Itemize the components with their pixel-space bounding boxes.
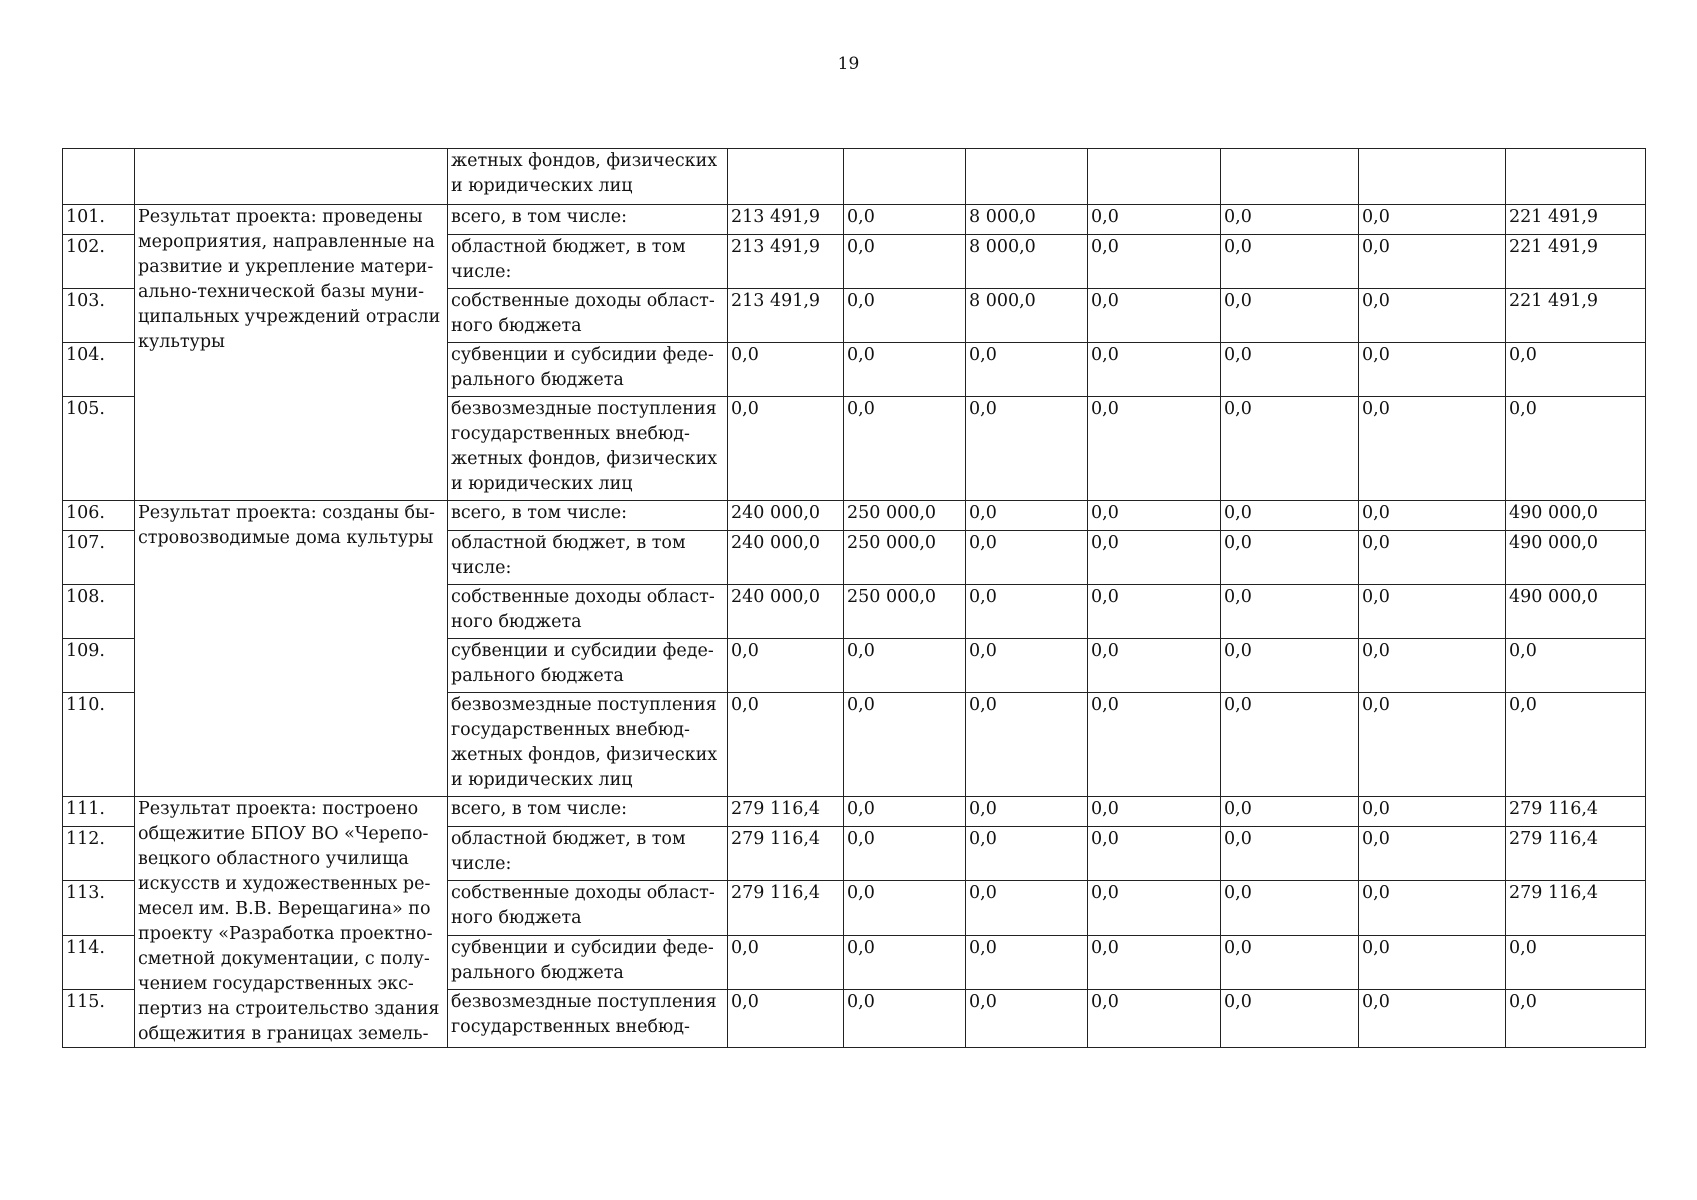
value-cell: 0,0 xyxy=(1221,205,1359,235)
row-number-cell xyxy=(63,149,135,205)
value-cell: 0,0 xyxy=(1221,989,1359,1047)
value-cell: 0,0 xyxy=(1221,693,1359,797)
value-cell: 0,0 xyxy=(1088,343,1221,397)
funding-source-cell: собственные доходы област- ного бюджета xyxy=(448,585,728,639)
value-cell: 0,0 xyxy=(1221,397,1359,501)
total-value-cell: 279 116,4 xyxy=(1506,881,1646,935)
value-cell: 0,0 xyxy=(966,797,1088,827)
value-cell: 0,0 xyxy=(844,827,966,881)
value-cell: 0,0 xyxy=(1088,935,1221,989)
value-cell xyxy=(844,149,966,205)
value-cell: 279 116,4 xyxy=(728,797,844,827)
value-cell: 0,0 xyxy=(966,693,1088,797)
value-cell: 0,0 xyxy=(1359,343,1506,397)
value-cell: 250 000,0 xyxy=(844,531,966,585)
row-number-cell: 102. xyxy=(63,235,135,289)
value-cell xyxy=(1359,149,1506,205)
value-cell: 240 000,0 xyxy=(728,531,844,585)
row-number-cell: 101. xyxy=(63,205,135,235)
value-cell: 0,0 xyxy=(1088,289,1221,343)
value-cell: 0,0 xyxy=(1359,205,1506,235)
value-cell: 0,0 xyxy=(966,501,1088,531)
value-cell: 213 491,9 xyxy=(728,205,844,235)
value-cell: 0,0 xyxy=(844,397,966,501)
value-cell: 0,0 xyxy=(728,989,844,1047)
value-cell: 0,0 xyxy=(1088,235,1221,289)
row-number-cell: 110. xyxy=(63,693,135,797)
value-cell: 0,0 xyxy=(1088,501,1221,531)
value-cell: 0,0 xyxy=(1221,935,1359,989)
funding-source-cell: субвенции и субсидии феде- рального бюджета xyxy=(448,343,728,397)
value-cell: 0,0 xyxy=(1088,531,1221,585)
value-cell: 0,0 xyxy=(1359,289,1506,343)
value-cell: 213 491,9 xyxy=(728,235,844,289)
value-cell: 0,0 xyxy=(844,343,966,397)
value-cell: 0,0 xyxy=(1359,639,1506,693)
funding-source-cell: собственные доходы област- ного бюджета xyxy=(448,289,728,343)
value-cell: 213 491,9 xyxy=(728,289,844,343)
value-cell: 0,0 xyxy=(728,935,844,989)
value-cell: 0,0 xyxy=(728,343,844,397)
value-cell: 0,0 xyxy=(1221,289,1359,343)
row-number-cell: 104. xyxy=(63,343,135,397)
project-result-cell: Результат проекта: проведены мероприятия, направленные на развитие и укрепление матери- ально-технической базы муни- ципальных учреждений отрасли культуры xyxy=(135,205,448,501)
row-number-cell: 105. xyxy=(63,397,135,501)
project-result-cell: Результат проекта: созданы бы- стровозводимые дома культуры xyxy=(135,501,448,797)
value-cell xyxy=(1088,149,1221,205)
value-cell: 0,0 xyxy=(1088,693,1221,797)
value-cell xyxy=(728,149,844,205)
value-cell: 250 000,0 xyxy=(844,501,966,531)
value-cell: 0,0 xyxy=(844,881,966,935)
value-cell: 0,0 xyxy=(1221,881,1359,935)
value-cell: 0,0 xyxy=(966,989,1088,1047)
table-row xyxy=(63,797,1646,827)
funding-source-cell: безвозмездные поступления государственных внебюд- жетных фондов, физических и юридических лиц xyxy=(448,693,728,797)
value-cell: 0,0 xyxy=(1088,881,1221,935)
value-cell: 0,0 xyxy=(844,205,966,235)
funding-source-cell: областной бюджет, в том числе: xyxy=(448,531,728,585)
value-cell: 0,0 xyxy=(1088,639,1221,693)
value-cell: 0,0 xyxy=(966,585,1088,639)
value-cell: 0,0 xyxy=(966,935,1088,989)
value-cell: 0,0 xyxy=(1088,397,1221,501)
row-number-cell: 108. xyxy=(63,585,135,639)
value-cell: 0,0 xyxy=(1359,935,1506,989)
value-cell: 0,0 xyxy=(844,235,966,289)
value-cell: 8 000,0 xyxy=(966,289,1088,343)
total-value-cell: 221 491,9 xyxy=(1506,205,1646,235)
value-cell: 0,0 xyxy=(966,881,1088,935)
row-number-cell: 112. xyxy=(63,827,135,881)
total-value-cell: 279 116,4 xyxy=(1506,827,1646,881)
row-number-cell: 103. xyxy=(63,289,135,343)
table-row-continuation xyxy=(63,149,1646,205)
table-row xyxy=(63,205,1646,235)
funding-source-cell: всего, в том числе: xyxy=(448,501,728,531)
funding-source-cell: областной бюджет, в том числе: xyxy=(448,235,728,289)
project-result-cell: Результат проекта: построено общежитие БПОУ ВО «Черепо- вецкого областного училища искусств и художественных ре- месел им. В.В. Верещагина» по проекту «Разработка проектно- сметной документации, с полу- чением государственных экс- пертиз на строительство здания общежития в границах земель- xyxy=(135,797,448,1048)
value-cell: 0,0 xyxy=(1221,639,1359,693)
total-value-cell: 221 491,9 xyxy=(1506,235,1646,289)
value-cell: 0,0 xyxy=(844,935,966,989)
value-cell: 0,0 xyxy=(1221,531,1359,585)
value-cell: 0,0 xyxy=(1359,797,1506,827)
funding-source-cell: безвозмездные поступления государственных внебюд- жетных фондов, физических и юридических лиц xyxy=(448,397,728,501)
value-cell: 0,0 xyxy=(966,827,1088,881)
value-cell: 0,0 xyxy=(844,989,966,1047)
value-cell: 0,0 xyxy=(1359,235,1506,289)
value-cell: 0,0 xyxy=(1359,531,1506,585)
value-cell: 0,0 xyxy=(1221,235,1359,289)
row-number-cell: 107. xyxy=(63,531,135,585)
value-cell: 8 000,0 xyxy=(966,205,1088,235)
total-value-cell: 0,0 xyxy=(1506,693,1646,797)
value-cell: 250 000,0 xyxy=(844,585,966,639)
row-number-cell: 115. xyxy=(63,989,135,1047)
value-cell: 0,0 xyxy=(1088,797,1221,827)
row-number-cell: 109. xyxy=(63,639,135,693)
value-cell: 0,0 xyxy=(1359,501,1506,531)
budget-table xyxy=(62,148,1646,1048)
total-value-cell: 0,0 xyxy=(1506,343,1646,397)
value-cell xyxy=(966,149,1088,205)
value-cell: 0,0 xyxy=(1359,585,1506,639)
row-number-cell: 113. xyxy=(63,881,135,935)
value-cell: 0,0 xyxy=(728,639,844,693)
total-value-cell: 490 000,0 xyxy=(1506,585,1646,639)
value-cell: 279 116,4 xyxy=(728,881,844,935)
total-value-cell: 490 000,0 xyxy=(1506,531,1646,585)
value-cell: 0,0 xyxy=(1088,585,1221,639)
row-number-cell: 111. xyxy=(63,797,135,827)
value-cell: 0,0 xyxy=(966,639,1088,693)
funding-source-cell: жетных фондов, физических и юридических лиц xyxy=(448,149,728,205)
value-cell: 0,0 xyxy=(844,289,966,343)
value-cell: 0,0 xyxy=(966,531,1088,585)
total-value-cell: 221 491,9 xyxy=(1506,289,1646,343)
value-cell: 0,0 xyxy=(1359,827,1506,881)
total-value-cell: 0,0 xyxy=(1506,639,1646,693)
funding-source-cell: собственные доходы област- ного бюджета xyxy=(448,881,728,935)
funding-source-cell: областной бюджет, в том числе: xyxy=(448,827,728,881)
value-cell: 0,0 xyxy=(728,693,844,797)
funding-source-cell: всего, в том числе: xyxy=(448,205,728,235)
row-number-cell: 106. xyxy=(63,501,135,531)
total-value-cell: 0,0 xyxy=(1506,989,1646,1047)
funding-source-cell: безвозмездные поступления государственных внебюд- xyxy=(448,989,728,1047)
total-value-cell: 490 000,0 xyxy=(1506,501,1646,531)
value-cell: 0,0 xyxy=(1221,501,1359,531)
value-cell: 0,0 xyxy=(844,693,966,797)
row-number-cell: 114. xyxy=(63,935,135,989)
value-cell: 0,0 xyxy=(966,343,1088,397)
table-row xyxy=(63,501,1646,531)
value-cell: 0,0 xyxy=(844,797,966,827)
value-cell: 0,0 xyxy=(1359,881,1506,935)
funding-source-cell: всего, в том числе: xyxy=(448,797,728,827)
value-cell: 0,0 xyxy=(1359,693,1506,797)
value-cell: 0,0 xyxy=(1221,797,1359,827)
value-cell: 0,0 xyxy=(1221,827,1359,881)
result-cell xyxy=(135,149,448,205)
value-cell: 0,0 xyxy=(1359,397,1506,501)
value-cell xyxy=(1221,149,1359,205)
funding-source-cell: субвенции и субсидии феде- рального бюджета xyxy=(448,935,728,989)
value-cell: 0,0 xyxy=(728,397,844,501)
total-value-cell: 0,0 xyxy=(1506,935,1646,989)
total-value-cell: 0,0 xyxy=(1506,397,1646,501)
value-cell: 0,0 xyxy=(1088,989,1221,1047)
value-cell: 0,0 xyxy=(1221,585,1359,639)
value-cell xyxy=(1506,149,1646,205)
value-cell: 0,0 xyxy=(844,639,966,693)
value-cell: 8 000,0 xyxy=(966,235,1088,289)
funding-source-cell: субвенции и субсидии феде- рального бюджета xyxy=(448,639,728,693)
total-value-cell: 279 116,4 xyxy=(1506,797,1646,827)
value-cell: 0,0 xyxy=(1088,827,1221,881)
value-cell: 0,0 xyxy=(1088,205,1221,235)
value-cell: 240 000,0 xyxy=(728,501,844,531)
value-cell: 240 000,0 xyxy=(728,585,844,639)
value-cell: 0,0 xyxy=(966,397,1088,501)
value-cell: 279 116,4 xyxy=(728,827,844,881)
page-number: 19 xyxy=(837,54,860,74)
value-cell: 0,0 xyxy=(1221,343,1359,397)
value-cell: 0,0 xyxy=(1359,989,1506,1047)
